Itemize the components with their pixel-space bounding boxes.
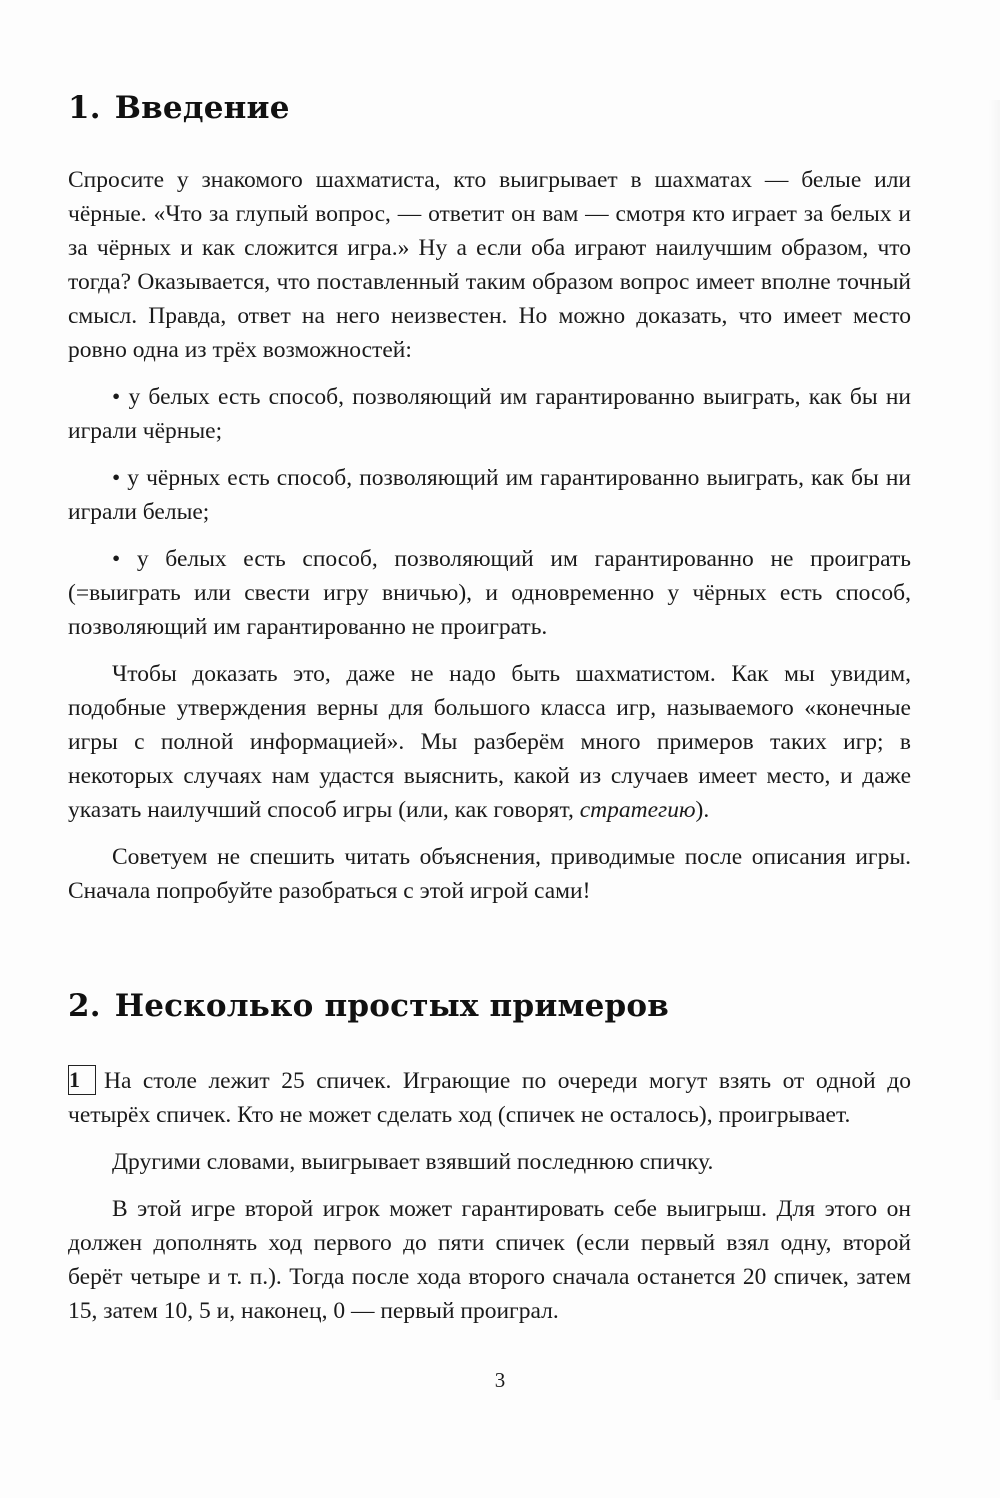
bullet-black-wins: • у чёрных есть способ, позволяющий им гарантированно выиграть, как бы ни играли белые; [68, 465, 911, 525]
section-2-number: 2. [68, 988, 101, 1024]
problem-1-statement [68, 1064, 911, 1132]
strategy-term: стратегию [579, 797, 696, 823]
section-2-heading [68, 986, 911, 1026]
problem-number-box: 1 [68, 1065, 96, 1095]
finite-games-paragraph [68, 657, 911, 827]
problem-1-solution: В этой игре второй игрок может гарантировать себе выигрыш. Для этого он должен дополнять ход первого до пяти спичек (если первый взял одну, второй берёт четыре и т. п.). Тогда после хода второго сначала останется 20 спичек, затем 15, затем 10, 5 и, наконец, 0 — первый проиграл. [68, 1196, 911, 1324]
problem-1-text: На столе лежит 25 спичек. Играющие по очереди могут взять от одной до четырёх спичек. Кто не может сделать ход (спичек не осталось), проигрывает. [68, 1068, 911, 1128]
problem-1-restatement: Другими словами, выигрывает взявший последнюю спичку. [112, 1149, 714, 1175]
section-1-heading [68, 88, 911, 128]
bullet-draw: • у белых есть способ, позволяющий им гарантированно не проиграть (=выиграть или свести игру вничью), и одновременно у чёрных есть способ, позволяющий им гарантированно не проиграть. [68, 546, 911, 640]
page-edge-shadow [988, 100, 1000, 1400]
section-1-title: Введение [114, 90, 290, 126]
strategy-term-tail: ). [695, 797, 710, 823]
advice-paragraph: Советуем не спешить читать объяснения, приводимые после описания игры. Сначала попробуйте разобраться с этой игрой сами! [68, 844, 911, 904]
section-2-title: Несколько простых примеров [114, 988, 670, 1024]
section-1-number: 1. [68, 90, 101, 126]
intro-paragraph: Спросите у знакомого шахматиста, кто выигрывает в шахматах — белые или чёрные. «Что за глупый вопрос, — ответит он вам — смотря кто играет за белых и за чёрных и как сложится игра.» Ну а если оба играют наилучшим образом, что тогда? Оказывается, что поставленный таким образом вопрос имеет вполне точный смысл. Правда, ответ на него неизвестен. Но можно доказать, что имеет место ровно одна из трёх возможностей: [68, 167, 911, 363]
page-number: 3 [494, 1368, 506, 1392]
page-content [68, 88, 911, 1328]
finite-games-text: Чтобы доказать это, даже не надо быть шахматистом. Как мы увидим, подобные утверждения верны для большого класса игр, называемого «конечные игры с полной информацией». Мы разберём много примеров таких игр; в некоторых случаях нам удастся выяснить, какой из случаев имеет место, и даже указать наилучший способ игры (или, как говорят, [68, 661, 911, 823]
bullet-white-wins: • у белых есть способ, позволяющий им гарантированно выиграть, как бы ни играли чёрные; [68, 384, 911, 444]
